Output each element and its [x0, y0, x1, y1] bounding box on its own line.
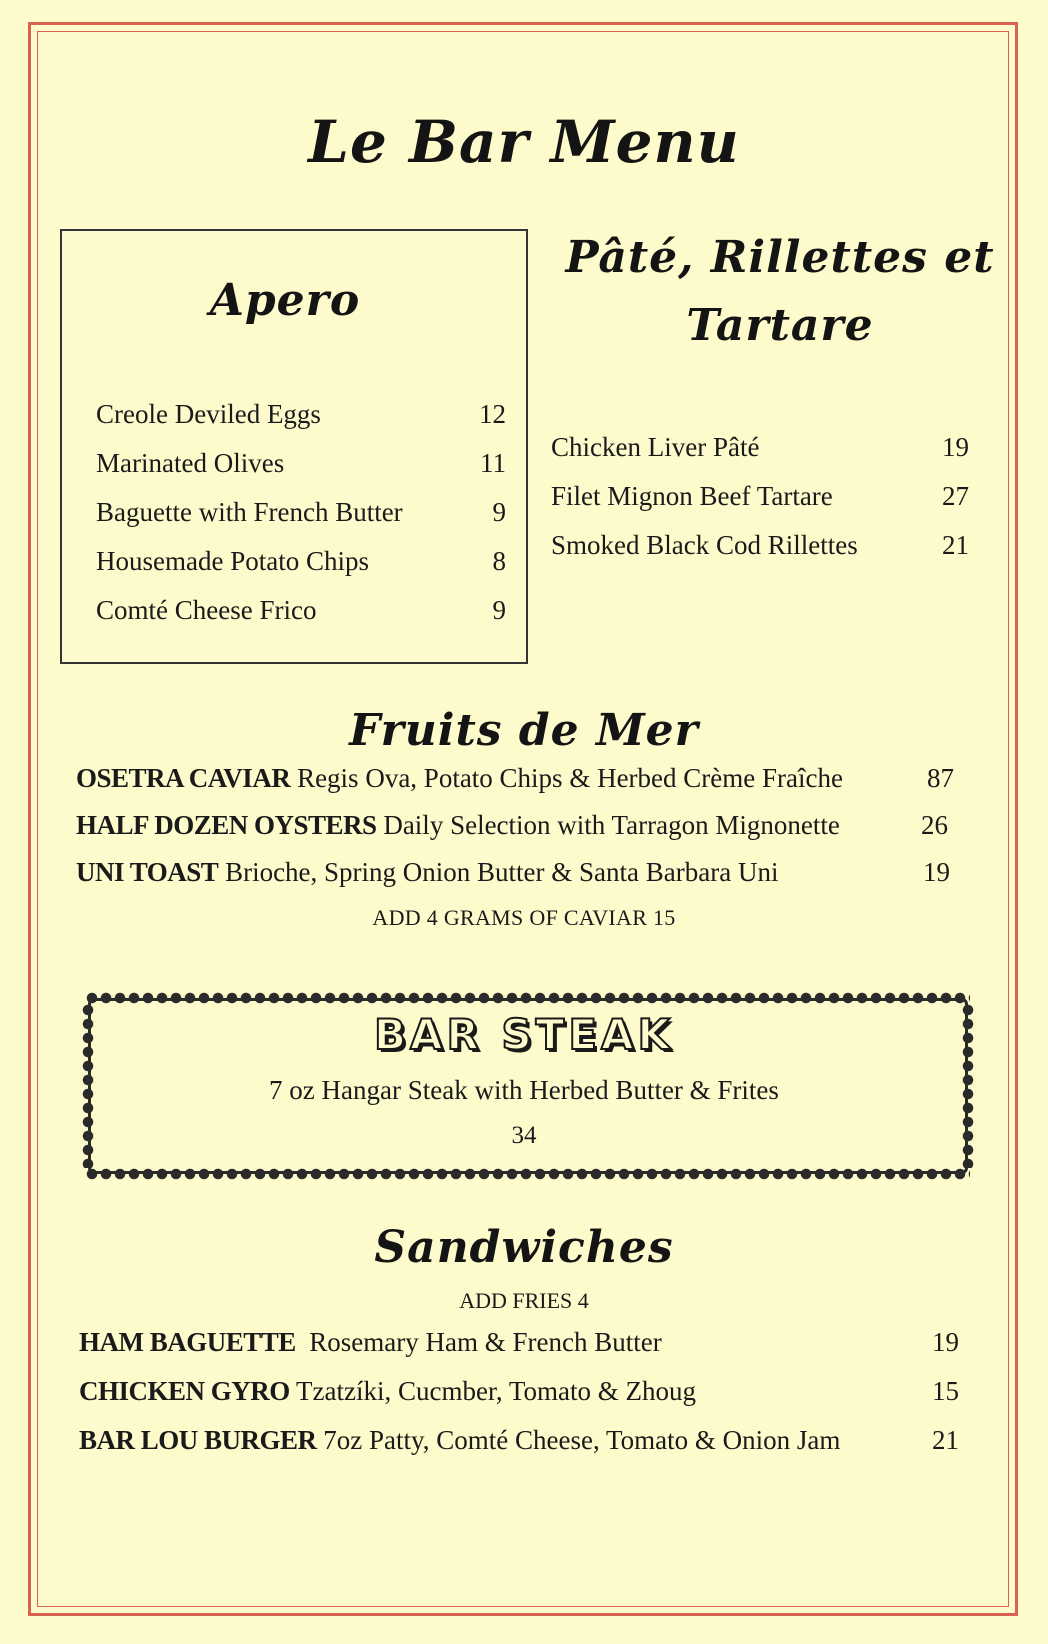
item-name: BAR LOU BURGER — [79, 1425, 317, 1455]
item-price: 19 — [942, 432, 969, 462]
item-name: Marinated Olives — [96, 448, 285, 478]
item-desc: 7oz Patty, Comté Cheese, Tomato & Onion Jam — [323, 1425, 841, 1455]
item-price: 87 — [927, 763, 954, 793]
steak-price: 34 — [511, 1122, 537, 1149]
item-desc: Daily Selection with Tarragon Mignonette — [383, 810, 840, 840]
pate-heading-line2: Tartare — [686, 300, 874, 351]
fries-addon-note: ADD FRIES 4 — [459, 1288, 589, 1313]
fruit-item — [76, 810, 948, 841]
item-name: CHICKEN GYRO — [79, 1376, 290, 1406]
item-price: 8 — [492, 546, 506, 576]
item-price: 21 — [932, 1425, 959, 1455]
menu-title: Le Bar Menu — [308, 108, 740, 176]
item-price: 27 — [942, 481, 969, 511]
item-desc: Rosemary Ham & French Butter — [309, 1327, 662, 1357]
item-name: Smoked Black Cod Rillettes — [551, 530, 858, 560]
item-name: UNI TOAST — [76, 857, 219, 887]
item-name: Chicken Liver Pâté — [551, 432, 760, 462]
item-desc: Regis Ova, Potato Chips & Herbed Crème Fraîche — [297, 763, 843, 793]
caviar-addon-note: ADD 4 GRAMS OF CAVIAR 15 — [372, 905, 676, 930]
item-price: 12 — [479, 399, 506, 429]
steak-desc: 7 oz Hangar Steak with Herbed Butter & Frites — [269, 1075, 779, 1105]
item-name: OSETRA CAVIAR — [76, 763, 291, 793]
item-name: Comté Cheese Frico — [96, 595, 317, 625]
fruits-heading: Fruits de Mer — [349, 705, 699, 756]
sandwich-item — [79, 1376, 959, 1407]
item-name: Housemade Potato Chips — [96, 546, 369, 576]
pate-heading: Pâté, Rillettes et — [565, 232, 995, 283]
item-price: 21 — [942, 530, 969, 560]
item-name: HAM BAGUETTE — [79, 1327, 296, 1357]
item-name: HALF DOZEN OYSTERS — [76, 810, 377, 840]
fruit-item — [76, 763, 954, 794]
sandwich-item — [79, 1425, 959, 1456]
fruit-item — [76, 857, 950, 888]
item-desc: Tzatzíki, Cucmber, Tomato & Zhoug — [296, 1376, 696, 1406]
item-name: Baguette with French Butter — [96, 497, 403, 527]
item-name: Filet Mignon Beef Tartare — [551, 481, 833, 511]
apero-heading: Apero — [209, 275, 361, 326]
item-price: 11 — [480, 448, 506, 478]
item-price: 26 — [921, 810, 948, 840]
steak-title: BAR STEAK — [373, 1010, 675, 1059]
item-price: 15 — [932, 1376, 959, 1406]
item-name: Creole Deviled Eggs — [96, 399, 321, 429]
item-desc: Brioche, Spring Onion Butter & Santa Barbara Uni — [225, 857, 779, 887]
item-price: 19 — [923, 857, 950, 887]
item-price: 9 — [492, 595, 506, 625]
sandwich-item — [79, 1327, 959, 1358]
item-price: 9 — [492, 497, 506, 527]
sandwiches-heading: Sandwiches — [374, 1222, 674, 1273]
item-price: 19 — [932, 1327, 959, 1357]
